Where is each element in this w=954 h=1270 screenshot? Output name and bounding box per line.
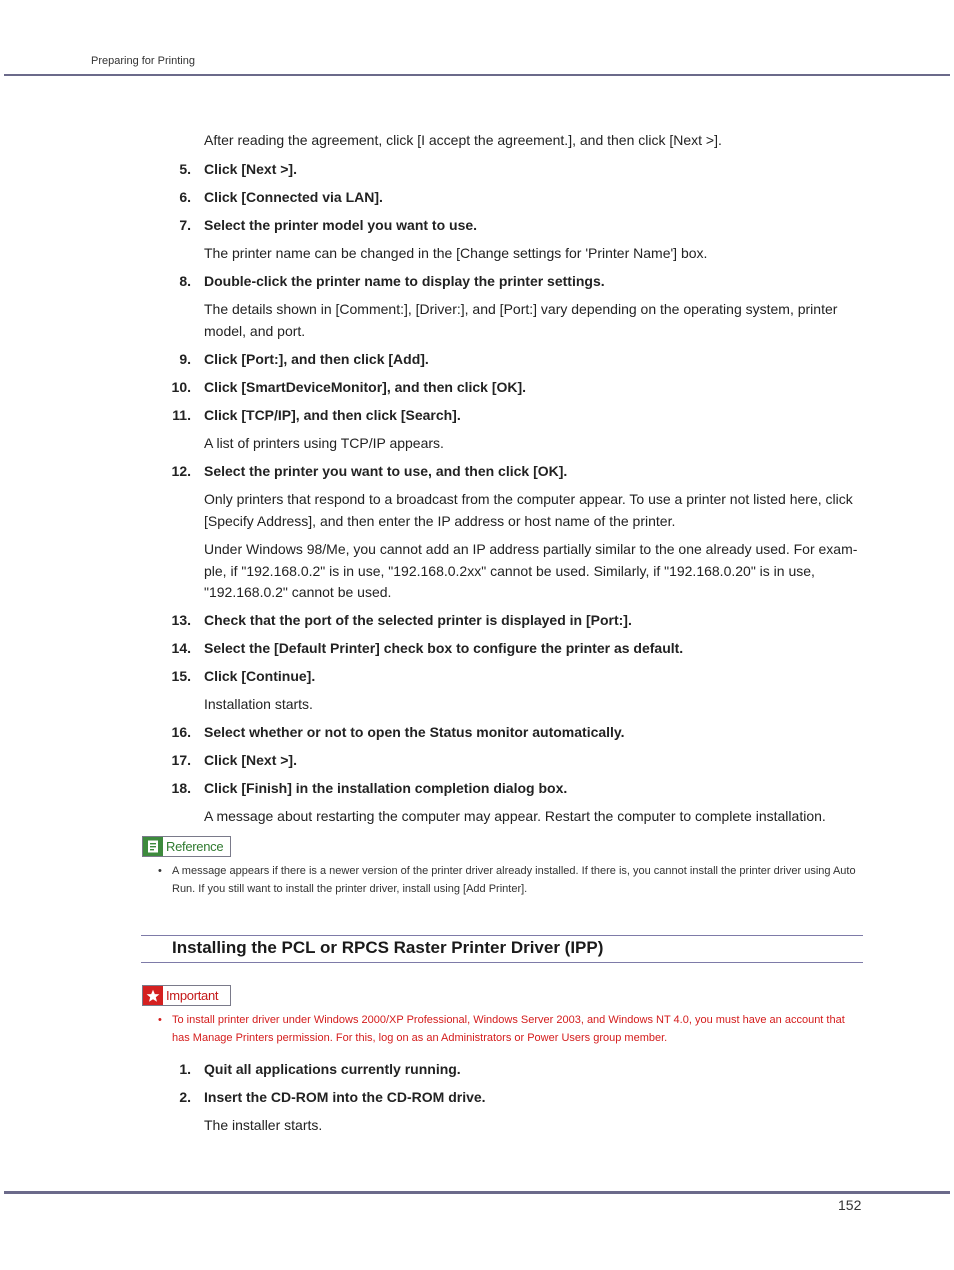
step-number: 6. bbox=[179, 189, 191, 205]
step-7-note: The printer name can be changed in the [Change settings for 'Printer Name'] box. bbox=[204, 245, 708, 261]
step-number: 10. bbox=[171, 379, 191, 395]
section-step-2-note: The installer starts. bbox=[204, 1117, 323, 1133]
footer-rule bbox=[4, 1191, 950, 1194]
step-11-note: A list of printers using TCP/IP appears. bbox=[204, 435, 444, 451]
step-text: Select the [Default Printer] check box to configure the printer as default. bbox=[204, 640, 684, 656]
step-number: 18. bbox=[171, 780, 191, 796]
step-number: 2. bbox=[179, 1089, 191, 1105]
step-number: 17. bbox=[171, 752, 191, 768]
step-number: 11. bbox=[172, 407, 191, 423]
step-number: 7. bbox=[179, 217, 191, 233]
bullet-mark: • bbox=[158, 865, 162, 877]
star-icon bbox=[143, 986, 163, 1005]
step-12-note: Only printers that respond to a broadcast from the computer appear. To use a printer not listed here, click [Specify Address], and then enter the IP address or host name of the printer. bbox=[204, 491, 853, 529]
step-text: Click [Continue]. bbox=[204, 668, 316, 684]
intro-paragraph: After reading the agreement, click [I accept the agreement.], and then click [Next >]. bbox=[204, 132, 722, 148]
header-rule bbox=[4, 74, 950, 76]
step-number: 15. bbox=[171, 668, 191, 684]
step-text: Insert the CD-ROM into the CD-ROM drive. bbox=[204, 1089, 486, 1105]
step-number: 8. bbox=[179, 273, 191, 289]
step-number: 16. bbox=[171, 724, 191, 740]
section-heading bbox=[141, 935, 863, 963]
step-15-note: Installation starts. bbox=[204, 696, 313, 712]
important-bullet-text: To install printer driver under Windows 2000/XP Professional, Windows Server 2003, and Windows NT 4.0, you must have an account that has Manage Printers permission. For this, log on as an Administrators or Power Users group member. bbox=[172, 1014, 845, 1044]
reference-badge bbox=[142, 836, 231, 857]
step-text: Select whether or not to open the Status monitor automatically. bbox=[204, 724, 625, 740]
important-badge bbox=[142, 985, 231, 1006]
step-number: 13. bbox=[171, 612, 191, 628]
step-12-note-2: Under Windows 98/Me, you cannot add an IP address partially similar to the one already used. For exam-ple, if "192.168.0.2" is in use, "192.168.0.2xx" cannot be used. Similarly, if "192.168.0.20" is in use, "192.168.0.2" cannot be used. bbox=[204, 541, 858, 600]
step-text: Check that the port of the selected printer is displayed in [Port:]. bbox=[204, 612, 632, 628]
step-text: Select the printer model you want to use. bbox=[204, 217, 478, 233]
step-number: 14. bbox=[171, 640, 191, 656]
step-8-note: The details shown in [Comment:], [Driver:], and [Port:] vary depending on the operating system, printer model, and port. bbox=[204, 301, 838, 339]
step-text: Click [Connected via LAN]. bbox=[204, 189, 383, 205]
step-text: Click [Port:], and then click [Add]. bbox=[204, 351, 429, 367]
section-title: Installing the PCL or RPCS Raster Printer Driver (IPP) bbox=[172, 938, 604, 957]
bullet-mark: • bbox=[158, 1014, 162, 1026]
step-text: Click [Next >]. bbox=[204, 752, 297, 768]
step-text: Click [Next >]. bbox=[204, 161, 297, 177]
step-number: 5. bbox=[179, 161, 191, 177]
reference-label: Reference bbox=[166, 839, 224, 854]
reference-note-icon bbox=[143, 837, 163, 856]
running-header: Preparing for Printing bbox=[91, 55, 195, 67]
step-text: Quit all applications currently running. bbox=[204, 1061, 461, 1077]
step-text: Select the printer you want to use, and then click [OK]. bbox=[204, 463, 568, 479]
step-number: 1. bbox=[179, 1061, 191, 1077]
step-text: Click [Finish] in the installation completion dialog box. bbox=[204, 780, 568, 796]
step-text: Double-click the printer name to display the printer settings. bbox=[204, 273, 605, 289]
step-text: Click [TCP/IP], and then click [Search]. bbox=[204, 407, 461, 423]
important-label: Important bbox=[166, 988, 219, 1003]
reference-bullet-text: A message appears if there is a newer version of the printer driver already installed. If there is, you cannot install the printer driver using Auto Run. If you still want to install the printer driver, install using [Add Printer]. bbox=[172, 865, 856, 895]
step-number: 12. bbox=[171, 463, 191, 479]
step-18-note: A message about restarting the computer may appear. Restart the computer to complete installation. bbox=[204, 808, 826, 824]
step-number: 9. bbox=[179, 351, 191, 367]
step-text: Click [SmartDeviceMonitor], and then click [OK]. bbox=[204, 379, 527, 395]
page-number: 152 bbox=[838, 1197, 862, 1213]
